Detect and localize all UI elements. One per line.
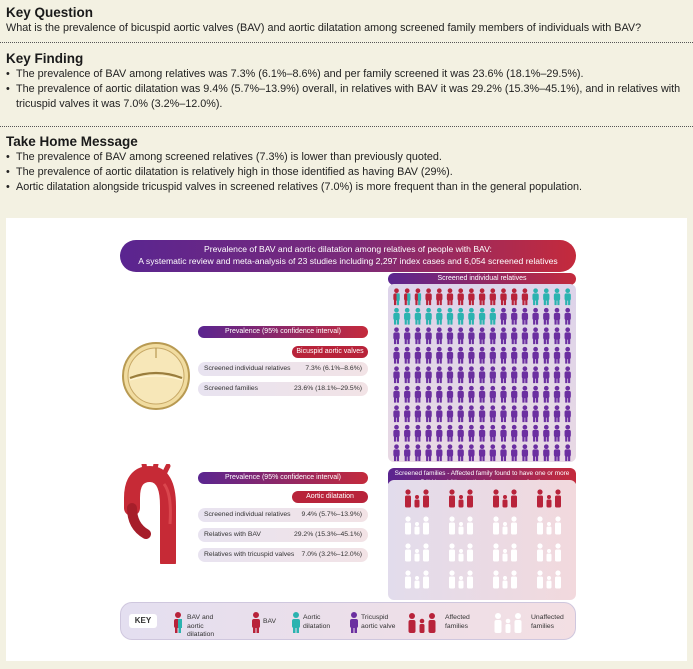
row-value: 23.6% (18.1%–29.5%)	[293, 385, 362, 392]
person-icon	[415, 327, 421, 344]
person-icon	[404, 308, 410, 325]
person-icon	[554, 327, 560, 344]
person-icon	[468, 425, 474, 442]
person-icon	[393, 425, 399, 442]
row-value: 7.0% (3.2%–12.0%)	[301, 551, 362, 558]
aortic-dilatation-person-icon	[289, 611, 303, 633]
person-icon	[532, 366, 538, 383]
person-icon	[468, 288, 474, 305]
key-unaffected-label: Unaffected families	[531, 614, 564, 630]
person-icon	[565, 386, 571, 403]
person-icon	[425, 288, 431, 305]
person-icon	[500, 444, 506, 461]
person-icon	[565, 444, 571, 461]
person-icon	[511, 425, 517, 442]
divider	[0, 126, 693, 127]
person-icon	[543, 308, 549, 325]
figure-banner	[120, 240, 576, 272]
person-icon	[458, 308, 464, 325]
bav-row-families	[198, 382, 368, 396]
key-finding-bullet: • The prevalence of BAV among relatives was 7.3% (6.1%–8.6%) and per family screened it was 23.6% (18.1%–29.5%).	[0, 67, 693, 82]
family-icon	[537, 543, 561, 561]
person-icon	[532, 386, 538, 403]
person-icon	[554, 405, 560, 422]
person-icon	[543, 444, 549, 461]
person-icon	[532, 444, 538, 461]
key-bav-dilatation-label: BAV and aortic dilatation	[187, 614, 215, 638]
person-icon	[393, 288, 399, 305]
graphical-abstract	[6, 218, 687, 661]
person-icon	[532, 347, 538, 364]
person-icon	[500, 366, 506, 383]
person-icon	[479, 425, 485, 442]
person-icon	[490, 444, 496, 461]
person-icon	[500, 386, 506, 403]
person-icon	[436, 405, 442, 422]
person-icon	[543, 425, 549, 442]
person-icon	[447, 425, 453, 442]
person-icon	[436, 327, 442, 344]
bicuspid-valve-icon	[120, 340, 192, 412]
bav-person-icon	[249, 611, 263, 633]
person-icon	[415, 308, 421, 325]
family-icon	[449, 570, 473, 588]
key-label: KEY	[129, 614, 157, 628]
person-icon	[425, 327, 431, 344]
bav-prevalence-header: Prevalence (95% confidence interval)	[198, 326, 368, 338]
person-icon	[511, 386, 517, 403]
row-value: 7.3% (6.1%–8.6%)	[305, 365, 362, 372]
dil-prevalence-header: Prevalence (95% confidence interval)	[198, 472, 368, 484]
person-icon	[436, 386, 442, 403]
person-icon	[532, 288, 538, 305]
family-icon	[405, 543, 429, 561]
person-icon	[490, 288, 496, 305]
person-icon	[511, 405, 517, 422]
person-icon	[436, 444, 442, 461]
unaffected-family-icon	[493, 611, 523, 633]
family-icon	[493, 516, 517, 534]
family-icon	[537, 570, 561, 588]
person-icon	[554, 444, 560, 461]
key-question-heading: Key Question	[6, 5, 94, 20]
person-icon	[458, 366, 464, 383]
person-icon	[479, 366, 485, 383]
person-icon	[522, 386, 528, 403]
person-icon	[522, 308, 528, 325]
aorta-icon	[124, 464, 190, 564]
dil-row-bav	[198, 528, 368, 542]
person-icon	[490, 405, 496, 422]
take-home-bullet: • Aortic dilatation alongside tricuspid valves in screened relatives (7.0%) is more frequent than in the general population.	[0, 180, 693, 195]
person-icon	[565, 308, 571, 325]
grid-title: Screened individual relatives	[388, 273, 576, 285]
key-tricuspid-label: Tricuspid aortic valve	[361, 614, 396, 630]
person-icon	[468, 308, 474, 325]
person-icon	[479, 308, 485, 325]
person-icon	[458, 288, 464, 305]
person-icon	[500, 405, 506, 422]
row-label: Screened individual relatives	[204, 511, 291, 518]
take-home-bullet: • The prevalence of BAV among screened relatives (7.3%) is lower than previously quoted.	[0, 150, 693, 165]
person-icon	[425, 347, 431, 364]
person-icon	[393, 444, 399, 461]
person-icon	[447, 444, 453, 461]
person-icon	[458, 347, 464, 364]
person-icon	[543, 386, 549, 403]
person-icon	[479, 405, 485, 422]
person-icon	[500, 425, 506, 442]
person-icon	[543, 327, 549, 344]
row-label: Relatives with tricuspid valves	[204, 551, 295, 558]
person-icon	[458, 425, 464, 442]
person-icon	[522, 405, 528, 422]
person-icon	[404, 405, 410, 422]
person-icon	[522, 425, 528, 442]
person-icon	[565, 347, 571, 364]
person-icon	[425, 386, 431, 403]
person-icon	[404, 386, 410, 403]
person-icon	[500, 308, 506, 325]
family-icon	[493, 489, 517, 507]
person-icon	[447, 366, 453, 383]
bav-subheader: Bicuspid aortic valves	[292, 346, 368, 358]
family-icon	[405, 570, 429, 588]
person-icon	[511, 327, 517, 344]
person-icon	[500, 347, 506, 364]
person-icon	[554, 308, 560, 325]
person-icon	[404, 327, 410, 344]
person-icon	[404, 347, 410, 364]
person-icon	[500, 288, 506, 305]
person-icon	[393, 308, 399, 325]
person-icon	[532, 405, 538, 422]
person-icon	[490, 425, 496, 442]
person-icon	[415, 444, 421, 461]
person-icon	[468, 405, 474, 422]
person-icon	[479, 444, 485, 461]
person-icon	[479, 288, 485, 305]
person-icon	[522, 327, 528, 344]
person-icon	[511, 366, 517, 383]
person-icon	[522, 444, 528, 461]
person-icon	[458, 444, 464, 461]
person-icon	[565, 366, 571, 383]
person-icon	[393, 366, 399, 383]
key-affected-label: Affected families	[445, 614, 470, 630]
family-icon	[449, 516, 473, 534]
person-icon	[554, 425, 560, 442]
person-icon	[532, 308, 538, 325]
family-icon	[405, 489, 429, 507]
person-icon	[447, 308, 453, 325]
person-icon	[436, 425, 442, 442]
family-icon	[493, 570, 517, 588]
person-icon	[543, 405, 549, 422]
person-icon	[554, 366, 560, 383]
person-icon	[522, 366, 528, 383]
take-home-section	[0, 133, 693, 195]
person-icon	[490, 386, 496, 403]
person-icon	[532, 425, 538, 442]
dil-row-tricuspid	[198, 548, 368, 562]
person-icon	[565, 327, 571, 344]
person-icon	[436, 366, 442, 383]
person-icon	[404, 444, 410, 461]
banner-line-2: A systematic review and meta-analysis of 23 studies including 2,297 index cases and 6,054 screened relatives	[138, 255, 558, 266]
bav-row-relatives	[198, 362, 368, 376]
person-icon	[404, 425, 410, 442]
tricuspid-person-icon	[347, 611, 361, 633]
person-icon	[490, 308, 496, 325]
person-icon	[447, 288, 453, 305]
family-icon	[537, 516, 561, 534]
person-icon	[415, 386, 421, 403]
person-icon	[543, 347, 549, 364]
person-icon	[425, 444, 431, 461]
person-icon	[436, 288, 442, 305]
divider	[0, 42, 693, 43]
person-icon	[554, 347, 560, 364]
row-value: 29.2% (15.3%–45.1%)	[293, 531, 362, 538]
figure-key	[120, 602, 576, 640]
person-icon	[447, 347, 453, 364]
person-icon	[468, 347, 474, 364]
person-icon	[500, 327, 506, 344]
family-icon	[449, 543, 473, 561]
person-icon	[479, 386, 485, 403]
person-icon	[447, 327, 453, 344]
row-label: Screened families	[204, 385, 259, 392]
person-icon	[415, 405, 421, 422]
person-icon	[458, 327, 464, 344]
person-icon	[436, 347, 442, 364]
row-label: Relatives with BAV	[204, 531, 261, 538]
families-title: Screened families - Affected family found to have one or more	[388, 468, 576, 488]
row-label: Screened individual relatives	[204, 365, 291, 372]
dil-subheader: Aortic dilatation	[292, 491, 368, 503]
person-icon	[425, 308, 431, 325]
person-icon	[511, 288, 517, 305]
families-grid	[388, 480, 576, 600]
person-icon	[415, 425, 421, 442]
person-icon	[468, 444, 474, 461]
person-icon	[532, 327, 538, 344]
person-icon	[447, 405, 453, 422]
person-icon	[468, 327, 474, 344]
take-home-heading: Take Home Message	[6, 134, 138, 149]
person-icon	[393, 405, 399, 422]
key-finding-bullet: • The prevalence of aortic dilatation was 9.4% (5.7%–13.9%) overall, in relatives with BAV it was 29.2% (15.3%–45.1%), and in relatives with tricuspid valves it was 7.0% (3.2%–12.0%).	[0, 82, 693, 112]
person-icon	[447, 386, 453, 403]
person-icon	[436, 308, 442, 325]
row-value: 9.4% (5.7%–13.9%)	[301, 511, 362, 518]
key-question-text: What is the prevalence of bicuspid aortic valves (BAV) and aortic dilatation among screened family members of individuals with BAV?	[6, 22, 642, 34]
person-icon	[415, 366, 421, 383]
person-icon	[522, 288, 528, 305]
person-icon	[425, 405, 431, 422]
person-icon	[511, 347, 517, 364]
relatives-people-icons	[388, 284, 576, 462]
person-icon	[425, 366, 431, 383]
person-icon	[425, 425, 431, 442]
person-icon	[554, 386, 560, 403]
key-bav-label: BAV	[263, 618, 277, 625]
person-icon	[393, 347, 399, 364]
affected-family-icon	[407, 611, 437, 633]
family-icon	[449, 489, 473, 507]
person-icon	[468, 386, 474, 403]
dil-row-relatives	[198, 508, 368, 522]
person-icon	[393, 327, 399, 344]
person-icon	[479, 327, 485, 344]
key-aortic-dilatation-label: Aortic dilatation	[303, 614, 331, 630]
key-finding-heading: Key Finding	[6, 51, 84, 66]
person-icon	[490, 366, 496, 383]
person-icon	[490, 327, 496, 344]
bav-dilatation-person-icon	[169, 611, 187, 633]
person-icon	[511, 444, 517, 461]
family-icon	[493, 543, 517, 561]
family-icon	[405, 516, 429, 534]
person-icon	[543, 288, 549, 305]
banner-line-1: Prevalence of BAV and aortic dilatation among relatives of people with BAV:	[204, 244, 492, 254]
person-icon	[511, 308, 517, 325]
person-icon	[565, 288, 571, 305]
person-icon	[458, 386, 464, 403]
person-icon	[543, 366, 549, 383]
person-icon	[415, 288, 421, 305]
person-icon	[522, 347, 528, 364]
person-icon	[565, 405, 571, 422]
take-home-bullet: • The prevalence of aortic dilatation is relatively high in those identified as having BAV (29%).	[0, 165, 693, 180]
family-icon	[537, 489, 561, 507]
person-icon	[404, 288, 410, 305]
person-icon	[468, 366, 474, 383]
relatives-grid	[388, 284, 576, 462]
person-icon	[490, 347, 496, 364]
person-icon	[415, 347, 421, 364]
person-icon	[404, 366, 410, 383]
person-icon	[458, 405, 464, 422]
key-question-section	[0, 4, 693, 36]
person-icon	[565, 425, 571, 442]
person-icon	[554, 288, 560, 305]
person-icon	[393, 386, 399, 403]
key-finding-section	[0, 50, 693, 112]
person-icon	[479, 347, 485, 364]
family-icons	[388, 480, 576, 600]
